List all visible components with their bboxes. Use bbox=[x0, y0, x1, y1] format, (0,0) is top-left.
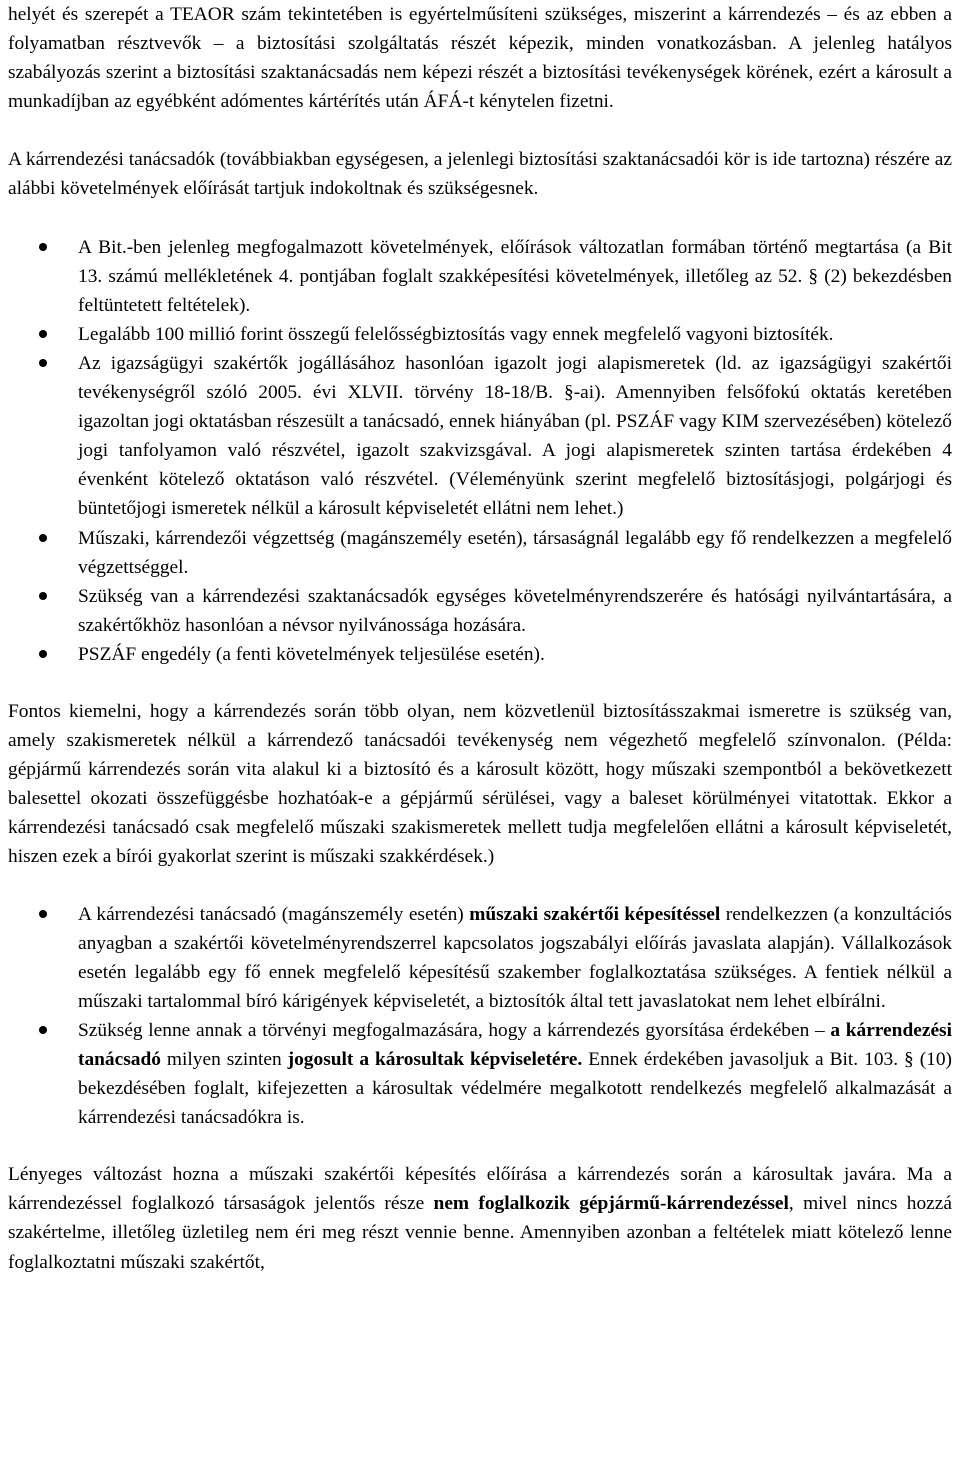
intro-paragraph-1: helyét és szerepét a TEAOR szám tekintetében is egyértelműsíteni szükséges, miszerint a kárrendezés – és az ebben a folyamatban résztvevők – a biztosítási szolgáltatás részét képezik, minden vonatkozásban. A jelenleg hatályos szabályozás szerint a biztosítási szaktanácsadás nem képezi részét a biztosítási tevékenységek körének, ezért a károsult a munkadíjban az egyébként adómentes kártérítés után ÁFÁ-t kénytelen fizetni. bbox=[8, 4, 952, 113]
requirement-item bbox=[8, 233, 952, 320]
bullet-icon bbox=[39, 534, 47, 542]
bullet-icon bbox=[39, 243, 47, 251]
bullet-icon bbox=[39, 650, 47, 658]
requirement-text: Műszaki, kárrendezői végzettség (magánszemély esetén), társaságnál legalább egy fő rendelkezzen a megfelelő végzettséggel. bbox=[78, 527, 952, 578]
closing-text-a: Lényeges változást hozna a műszaki szakértői képesítés előírása a kárrendezés során a károsultak javára. Ma a kárrendezéssel foglalkozó társaságok jelentős része bbox=[8, 1164, 952, 1215]
requirement-text: Szükség van a kárrendezési szaktanácsadók egységes követelményrendszerére és hatósági nyilvántartására, a szakértőkhöz hasonlóan a névsor nyilvánossága hozására. bbox=[78, 585, 952, 636]
example-paragraph: Fontos kiemelni, hogy a kárrendezés során több olyan, nem közvetlenül biztosításszakmai ismeretre is szükség van, amely szakismeretek nélkül a kárrendező tanácsadói tevékenység nem végezhető megfelelő színvonalon. (Példa: gépjármű kárrendezés során vita alakul ki a biztosító és a károsult között, hogy műszaki szempontból a bekövetkezett balesettel okozati összefüggésbe hozhatóak-e a gépjármű sérülései, vagy a baleset körülményei vitatottak. Ekkor a kárrendezési tanácsadó csak megfelelő műszaki szakismeretek mellett tudja megfelelően ellátni a károsult képviseletét, hiszen ezek a bírói gyakorlat szerint is műszaki szakkérdések.) bbox=[8, 700, 952, 868]
proposal-2-text-c: milyen szinten bbox=[160, 1049, 288, 1070]
requirement-item bbox=[8, 640, 952, 669]
requirement-text: PSZÁF engedély (a fenti követelmények teljesülése esetén). bbox=[78, 643, 545, 665]
proposals-list bbox=[8, 900, 952, 1133]
bullet-icon bbox=[39, 592, 47, 600]
bullet-icon bbox=[39, 910, 47, 918]
proposal-item-2 bbox=[8, 1016, 952, 1132]
requirement-text: A Bit.-ben jelenleg megfogalmazott követelmények, előírások változatlan formában történő megtartása (a Bit 13. számú mellékletének 4. pontjában foglalt szakképesítési követelmények, illetőleg az 52. § (2) bekezdésben feltüntetett feltételek). bbox=[78, 236, 952, 316]
proposal-item-1 bbox=[8, 900, 952, 1016]
bullet-icon bbox=[39, 1026, 47, 1034]
closing-bold: nem foglalkozik gépjármű-kárrendezéssel bbox=[433, 1193, 789, 1215]
bullet-icon bbox=[39, 359, 47, 367]
bullet-icon bbox=[39, 330, 47, 338]
proposal-2-bold-2: jogosult a károsultak képviseletére. bbox=[287, 1049, 583, 1070]
proposal-2-text-a: Szükség lenne annak a törvényi megfogalmazására, hogy a kárrendezés gyorsítása érdekében – bbox=[78, 1019, 831, 1041]
intro-paragraph-2: A kárrendezési tanácsadók (továbbiakban egységesen, a jelenlegi biztosítási szaktanácsadói kör is ide tartozna) részére az alábbi követelmények előírását tartjuk indokoltnak és szükségesnek. bbox=[8, 149, 952, 200]
closing-paragraph bbox=[8, 1160, 952, 1276]
proposal-1-bold: műszaki szakértői képesítéssel bbox=[469, 903, 721, 925]
proposal-2-bold-1: a kárrendezési tanácsadó bbox=[78, 1019, 952, 1070]
proposal-1-text-c: rendelkezzen (a konzultációs anyagban a szakértői követelményrendszerrel kapcsolatos jogszabályi előírás javaslata alapján). Vállalkozások esetén legalább egy fő ennek megfelelő képesítésű szakember foglalkoztatása szükséges. A fentiek nélkül a műszaki tartalommal bíró kárigények képviseletét, a biztosítók által tett javaslatokat nem lehet elbírálni. bbox=[78, 903, 952, 1012]
requirement-item bbox=[8, 524, 952, 582]
requirement-text: Az igazságügyi szakértők jogállásához hasonlóan igazolt jogi alapismeretek (ld. az igazságügyi szakértői tevékenységről szóló 2005. évi XLVII. törvény 18-18/B. §-ai). Amennyiben felsőfokú oktatás keretében igazoltan jogi oktatásban részesült a tanácsadó, ennek hiányában (pl. PSZÁF vagy KIM szervezésében) kötelező jogi tanfolyamon való részvétel, igazolt szakvizsgával. A jogi alapismeretek szinten tartása érdekében 4 évenként kötelező oktatáson való részvétel. (Véleményünk szerint megfelelő biztosításjogi, polgárjogi és büntetőjogi ismeretek nélkül a károsult képviseletét ellátni nem lehet.) bbox=[78, 352, 952, 520]
requirement-item bbox=[8, 349, 952, 524]
closing-text-c: , mivel nincs hozzá szakértelme, illetőleg üzletileg nem éri meg részt vennie benne. Amennyiben azonban a feltételek miatt kötelező lenne foglalkoztatni műszaki szakértőt, bbox=[8, 1193, 952, 1273]
requirement-item bbox=[8, 320, 952, 349]
proposal-2-text-e: Ennek érdekében javasoljuk a Bit. 103. § (10) bekezdésében foglalt, kifejezetten a károsultak védelmére megalkotott rendelkezés megfelelő alkalmazását a kárrendezési tanácsadókra is. bbox=[78, 1049, 952, 1129]
requirements-list bbox=[8, 233, 952, 669]
requirement-item bbox=[8, 582, 952, 640]
proposal-1-text-a: A kárrendezési tanácsadó (magánszemély esetén) bbox=[78, 903, 470, 925]
requirement-text: Legalább 100 millió forint összegű felelősségbiztosítás vagy ennek megfelelő vagyoni biztosíték. bbox=[78, 323, 834, 345]
